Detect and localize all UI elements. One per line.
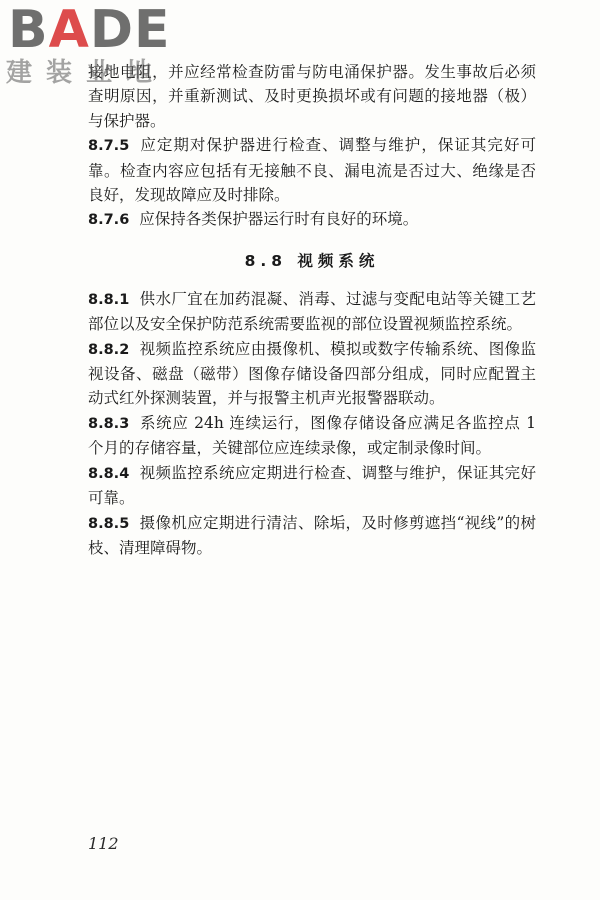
section-heading: 8.8 视频系统 — [244, 251, 380, 270]
clause-8-8-1 — [88, 287, 536, 337]
clause-8-7-6 — [88, 207, 536, 232]
clause-number: 8.8.3 — [88, 415, 130, 432]
clause-8-7-5 — [88, 133, 536, 207]
clause-text: 供水厂宜在加药混凝、消毒、过滤与变配电站等关键工艺部位以及安全保护防范系统需要监视的部位设置视频监控系统。 — [88, 289, 536, 334]
clause-number: 8.8.5 — [88, 515, 130, 532]
clause-8-8-5 — [88, 511, 536, 561]
clause-number: 8.8.2 — [88, 341, 130, 358]
paragraph-continued — [88, 60, 536, 133]
clause-text: 摄像机应定期进行清洁、除垢，及时修剪遮挡“视线”的树枝、清理障碍物。 — [88, 513, 536, 557]
clause-number: 8.8.4 — [88, 465, 130, 482]
clause-text: 系统应 24h 连续运行，图像存储设备应满足各监控点 1 个月的存储容量，关键部位应连续录像，或定制录像时间。 — [88, 413, 536, 458]
clause-text: 应定期对保护器进行检查、调整与维护，保证其完好可靠。检查内容应包括有无接触不良、漏电流是否过大、绝缘是否良好，发现故障应及时排除。 — [88, 136, 536, 205]
clause-text: 视频监控系统应定期进行检查、调整与维护，保证其完好可靠。 — [88, 463, 536, 508]
clause-number: 8.7.5 — [88, 138, 130, 155]
watermark-subtitle: 建装业地 — [6, 58, 167, 88]
clause-text: 应保持各类保护器运行时有良好的环境。 — [139, 210, 419, 229]
page-number: 112 — [88, 834, 119, 853]
watermark-brand: BADE — [8, 0, 171, 60]
clause-number: 8.7.6 — [88, 212, 130, 229]
clause-8-8-4 — [88, 461, 536, 511]
clause-text: 视频监控系统应由摄像机、模拟或数字传输系统、图像监视设备、磁盘（磁带）图像存储设备四部分组成，同时应配置主动式红外探测装置，并与报警主机声光报警器联动。 — [88, 339, 536, 408]
paragraph-text: 接地电阻，并应经常检查防雷与防电涌保护器。发生事故后必须查明原因，并重新测试、及时更换损坏或有问题的接地器（极）与保护器。 — [88, 63, 536, 130]
clause-8-8-2 — [88, 337, 536, 411]
page-content — [88, 60, 536, 560]
clause-number: 8.8.1 — [88, 291, 130, 308]
clause-8-8-3 — [88, 411, 536, 461]
